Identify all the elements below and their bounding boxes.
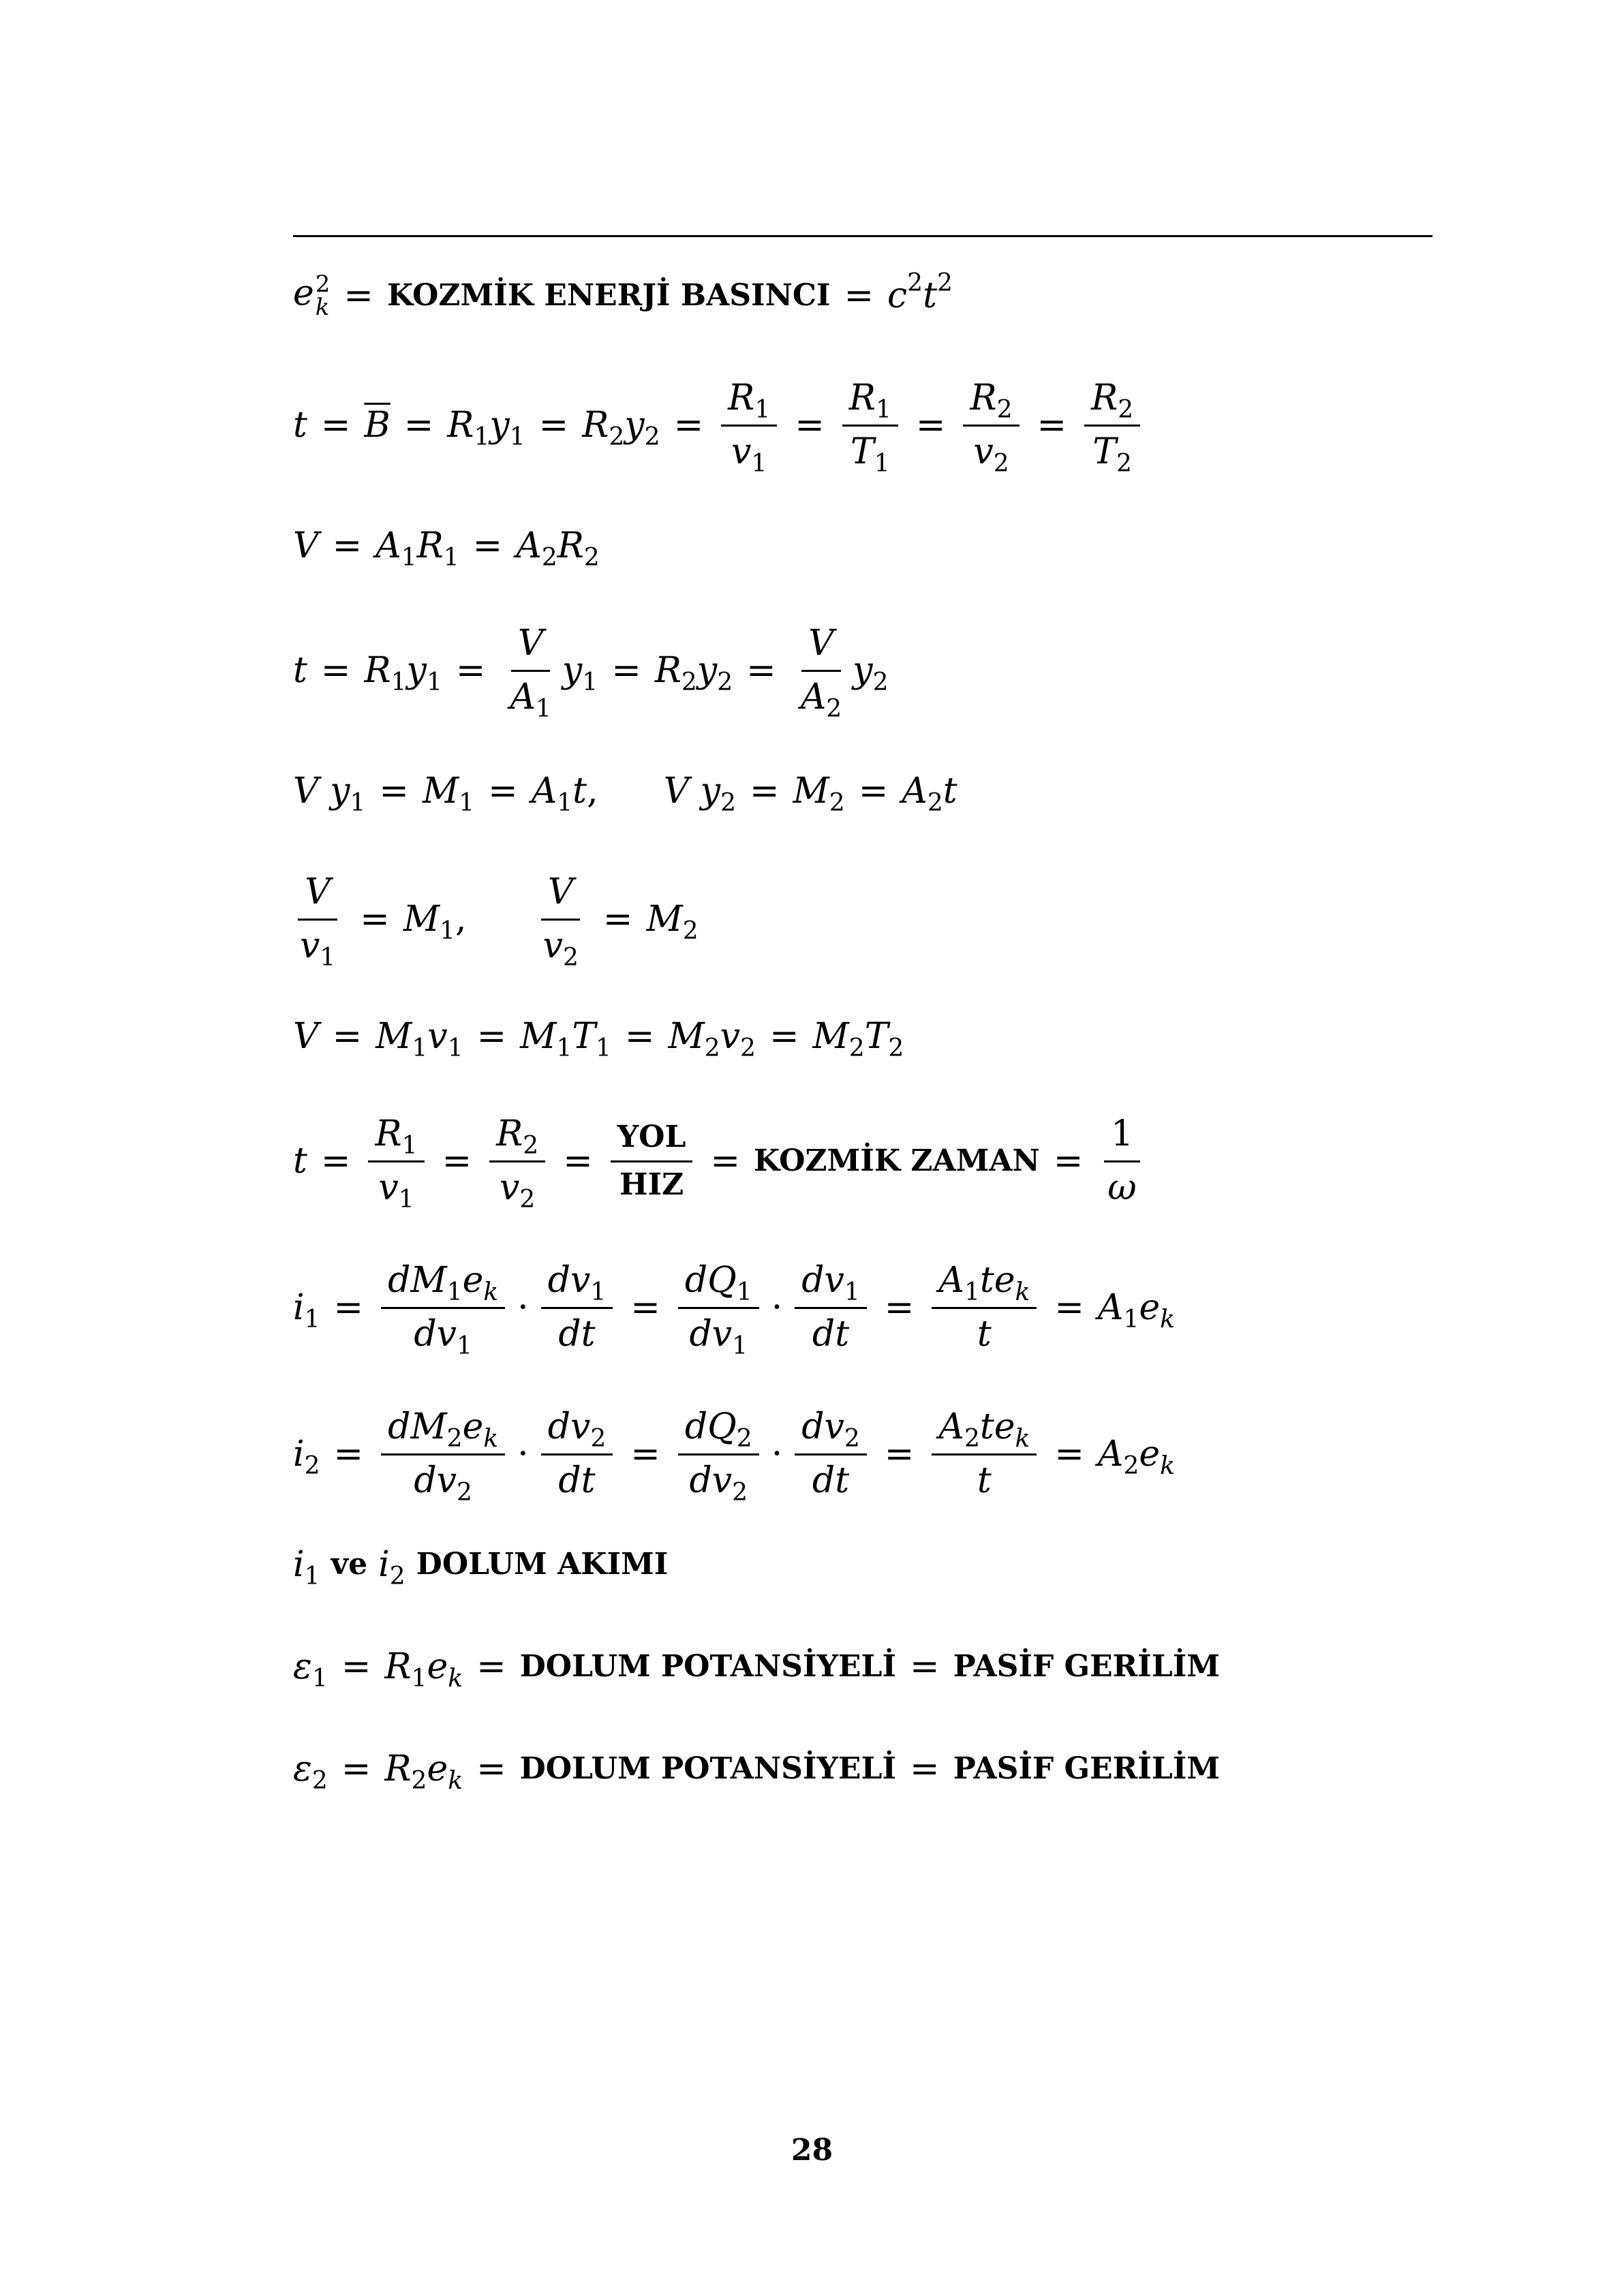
equation-kozmik-zaman: t = $\frac{R_1}{v_1}$ = $\frac{R_2}{v_2}$ = $\frac{\text{YOL}}{\text{HIZ}}$ = KOZMİK ZAMAN = $\frac{1}{\omega}$ xyxy=(293,1114,1148,1209)
equation-i1: $i_1$ = $\frac{dM_1e_k}{dv_1}$ · $\frac{dv_1}{dt}$ = $\frac{dQ_1}{dv_1}$ · $\frac{dv_1}{dt}$ = $\frac{A_1te_k}{t}$ = $A_1e_k$ xyxy=(293,1260,1175,1360)
header-rule xyxy=(293,235,1433,237)
equation-kozmik-enerji-basinci: e 2 k = KOZMİK ENERJİ BASINCI = $c^2t^2$ xyxy=(293,269,953,321)
equation-vy-m: V $y_1$ = $M_1$ = $A_1t$, V $y_2$ = $M_2$ = $A_2t$ xyxy=(293,771,957,817)
dolum-akimi-line: $i_1$ ve $i_2$ DOLUM AKIMI xyxy=(293,1544,669,1590)
equation-v-mv: V = $M_1v_1$ = $M_1T_1$ = $M_2v_2$ = $M_2T_2$ xyxy=(293,1016,904,1062)
term-kozmik-zaman: KOZMİK ZAMAN xyxy=(754,1143,1040,1179)
page-number: 28 xyxy=(791,2133,833,2168)
equation-v-ar: V = $A_1R_1$ = $A_2R_2$ xyxy=(293,525,600,572)
term-hiz: HIZ xyxy=(619,1167,684,1202)
term-kozmik-enerji-basinci: KOZMİK ENERJİ BASINCI xyxy=(387,278,831,313)
equation-t-ry: t = $R_1y_1$ = $\frac{V}{A_1}$ $y_1$ = $R_2y_2$ = $\frac{V}{A_2}$ $y_2$ xyxy=(293,623,889,723)
equation-t-b: t = $\overline{B}$ = $R_1y_1$ = $R_2y_2$ = $\frac{R_1}{v_1}$ = $\frac{R_1}{T_1}$ = $\frac{R_2}{v_2}$ = $\frac{R_2}{T_2}$ xyxy=(293,378,1144,473)
term-dolum-potansiyeli-2: DOLUM POTANSİYELİ xyxy=(519,1751,896,1786)
term-ve: ve xyxy=(331,1547,368,1582)
term-yol: YOL xyxy=(611,1120,693,1162)
term-dolum-potansiyeli-1: DOLUM POTANSİYELİ xyxy=(519,1649,896,1684)
equation-epsilon1: $\varepsilon_1$ = $R_1e_k$ = DOLUM POTANSİYELİ = PASİF GERİLİM xyxy=(293,1646,1220,1693)
equation-i2: $i_2$ = $\frac{dM_2e_k}{dv_2}$ · $\frac{dv_2}{dt}$ = $\frac{dQ_2}{dv_2}$ · $\frac{dv_2}{dt}$ = $\frac{A_2te_k}{t}$ = $A_2e_k$ xyxy=(293,1406,1175,1507)
term-pasif-gerilim-1: PASİF GERİLİM xyxy=(953,1649,1220,1684)
term-pasif-gerilim-2: PASİF GERİLİM xyxy=(953,1751,1220,1786)
equation-v-over-v: $\frac{V}{v_1}$ = $M_1$, $\frac{V}{v_2}$ = $M_2$ xyxy=(293,872,699,967)
equation-epsilon2: $\varepsilon_2$ = $R_2e_k$ = DOLUM POTANSİYELİ = PASİF GERİLİM xyxy=(293,1749,1220,1795)
term-dolum-akimi: DOLUM AKIMI xyxy=(416,1547,669,1582)
